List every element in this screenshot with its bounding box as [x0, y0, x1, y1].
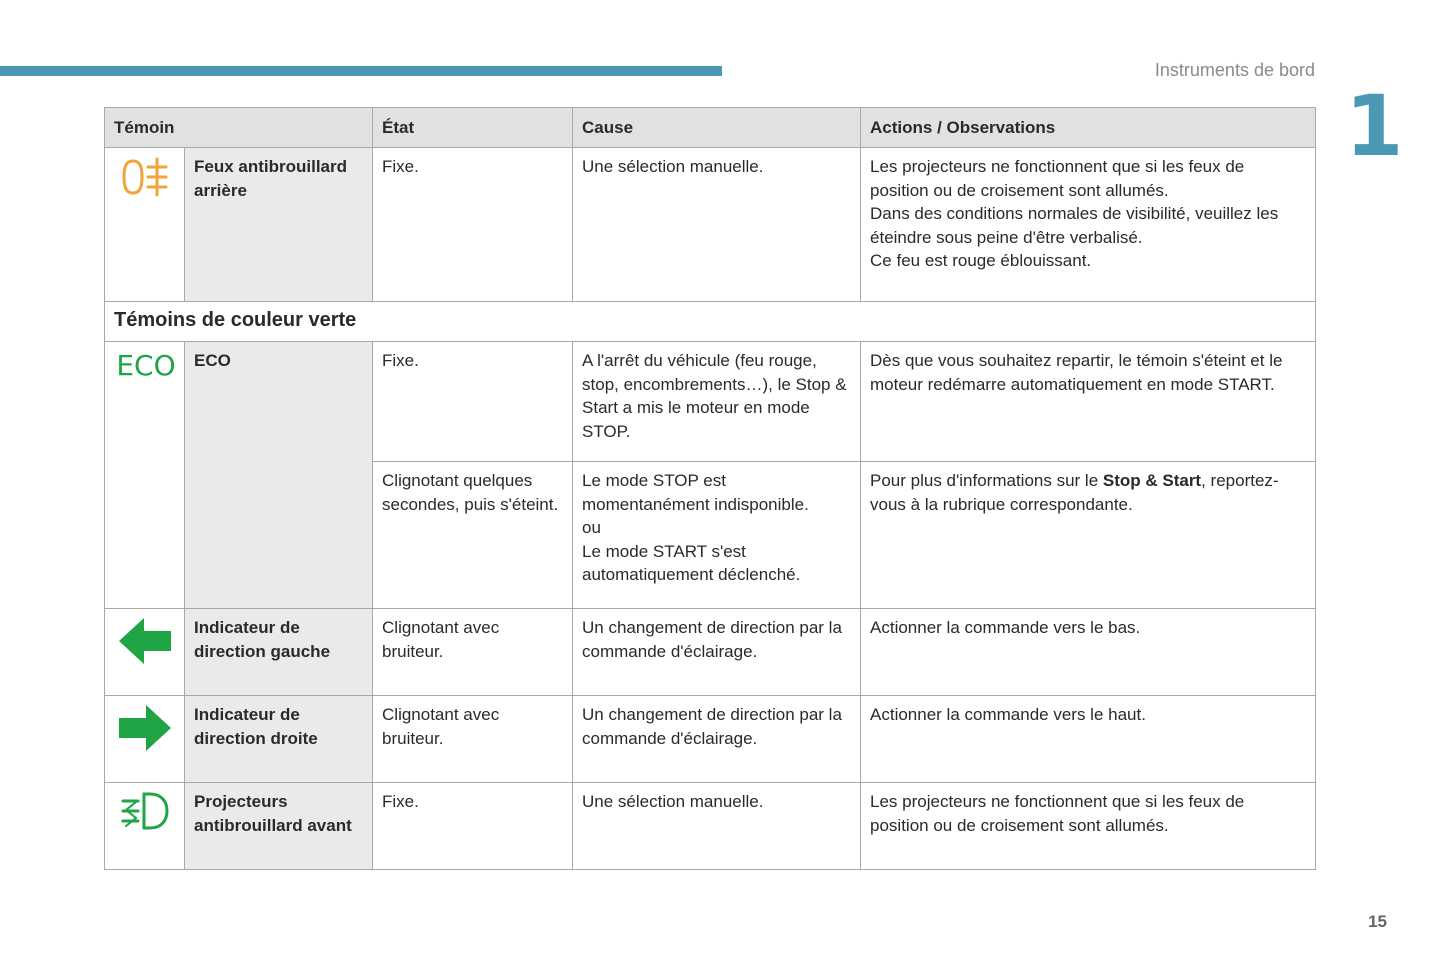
front-fog-light-icon	[120, 790, 170, 839]
column-header-cause: Cause	[573, 108, 861, 148]
stop-start-reference: Stop & Start	[1102, 471, 1202, 490]
cause-cell: A l'arrêt du véhicule (feu rouge, stop, encombrements…), le Stop & Start a mis le moteur en mode STOP.	[573, 342, 861, 462]
actions-cell: Les projecteurs ne fonctionnent que si les feux de position ou de croisement sont allumés.	[861, 783, 1316, 870]
state-cell: Clignotant avec bruiteur.	[373, 696, 573, 783]
cause-line: ou	[582, 518, 601, 537]
icon-cell	[105, 609, 185, 696]
cause-cell: Un changement de direction par la commande d'éclairage.	[573, 609, 861, 696]
actions-line: Les projecteurs ne fonctionnent que si les feux de position ou de croisement sont allumés.	[870, 157, 1245, 200]
column-header-temoin: Témoin	[105, 108, 373, 148]
actions-cell: Dès que vous souhaitez repartir, le témoin s'éteint et le moteur redémarre automatiquement en mode START.	[861, 342, 1316, 462]
state-cell: Clignotant avec bruiteur.	[373, 609, 573, 696]
actions-cell	[861, 462, 1316, 609]
cause-cell: Une sélection manuelle.	[573, 148, 861, 302]
cause-cell: Un changement de direction par la commande d'éclairage.	[573, 696, 861, 783]
icon-cell	[105, 783, 185, 870]
right-turn-arrow-icon	[117, 703, 173, 760]
page-number: 15	[1368, 912, 1387, 931]
column-header-etat: État	[373, 108, 573, 148]
indicator-name: Indicateur de direction droite	[185, 696, 373, 783]
section-title-green: Témoins de couleur verte	[105, 302, 1316, 342]
cause-cell: Une sélection manuelle.	[573, 783, 861, 870]
indicator-name: ECO	[185, 342, 373, 609]
section-row	[105, 302, 1316, 342]
table-row	[105, 783, 1316, 870]
actions-cell	[861, 148, 1316, 302]
eco-icon	[114, 349, 178, 388]
indicator-name: Projecteurs antibrouillard avant	[185, 783, 373, 870]
state-cell: Fixe.	[373, 342, 573, 462]
table-header-row	[105, 108, 1316, 148]
table-row	[105, 696, 1316, 783]
actions-text: , reportez-vous à la rubrique correspondante.	[870, 471, 1279, 514]
icon-cell	[105, 342, 185, 609]
state-cell: Fixe.	[373, 783, 573, 870]
header-accent-bar	[0, 66, 722, 76]
state-cell: Fixe.	[373, 148, 573, 302]
state-cell: Clignotant quelques secondes, puis s'éteint.	[373, 462, 573, 609]
rear-fog-light-icon	[121, 155, 169, 206]
chapter-number: 1	[1345, 77, 1404, 175]
actions-cell: Actionner la commande vers le haut.	[861, 696, 1316, 783]
table-row	[105, 148, 1316, 302]
header-title: Instruments de bord	[1154, 60, 1315, 80]
actions-line: Ce feu est rouge éblouissant.	[870, 251, 1092, 270]
actions-line: Dans des conditions normales de visibilité, veuillez les éteindre sous peine d'être verbalisé.	[870, 204, 1279, 247]
eco-icon-text: ECO	[116, 349, 176, 381]
table-row	[105, 609, 1316, 696]
left-turn-arrow-icon	[117, 616, 173, 673]
indicator-name: Indicateur de direction gauche	[185, 609, 373, 696]
cause-line: Le mode START s'est automatiquement déclenché.	[582, 541, 801, 584]
cause-line: Le mode STOP est momentanément indisponible.	[582, 471, 809, 514]
table-row	[105, 342, 1316, 462]
icon-cell	[105, 696, 185, 783]
column-header-actions: Actions / Observations	[861, 108, 1316, 148]
actions-cell: Actionner la commande vers le bas.	[861, 609, 1316, 696]
indicator-name: Feux antibrouillard arrière	[185, 148, 373, 302]
cause-cell	[573, 462, 861, 609]
icon-cell	[105, 148, 185, 302]
actions-text: Pour plus d'informations sur le	[870, 471, 1103, 490]
warning-lights-table	[104, 107, 1316, 870]
